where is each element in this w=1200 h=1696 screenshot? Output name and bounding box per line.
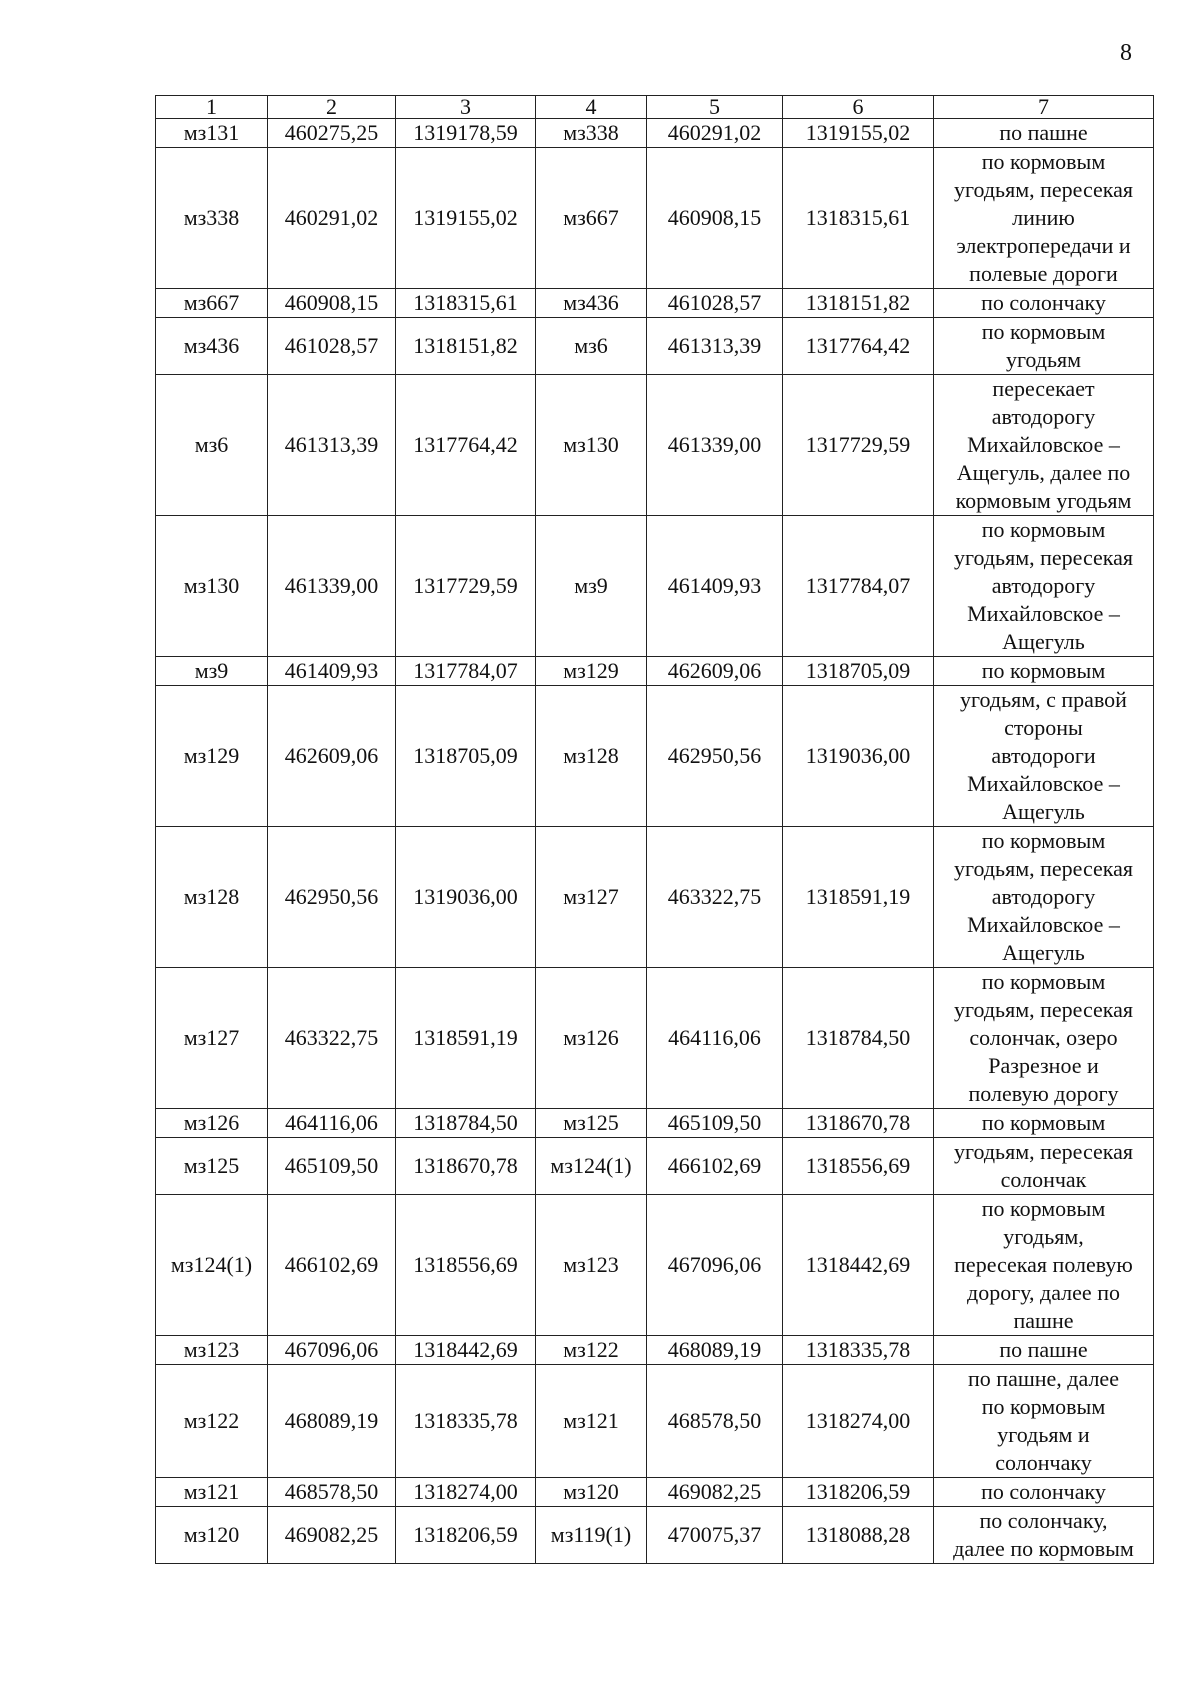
cell-end-point: мз130: [536, 375, 647, 516]
cell-start-y: 1318315,61: [396, 289, 536, 318]
cell-start-x: 466102,69: [268, 1195, 396, 1336]
column-header-6: 6: [783, 96, 934, 119]
cell-end-point: мз119(1): [536, 1507, 647, 1564]
cell-end-y: 1318206,59: [783, 1478, 934, 1507]
cell-start-point: мз338: [156, 148, 268, 289]
cell-end-y: 1317784,07: [783, 516, 934, 657]
cell-start-x: 461028,57: [268, 318, 396, 375]
cell-end-y: 1318705,09: [783, 657, 934, 686]
cell-start-y: 1318591,19: [396, 968, 536, 1109]
cell-end-y: 1318151,82: [783, 289, 934, 318]
cell-end-y: 1318315,61: [783, 148, 934, 289]
cell-start-point: мз120: [156, 1507, 268, 1564]
cell-end-y: 1318670,78: [783, 1109, 934, 1138]
cell-end-point: мз667: [536, 148, 647, 289]
column-header-2: 2: [268, 96, 396, 119]
cell-start-point: мз123: [156, 1336, 268, 1365]
cell-end-x: 460908,15: [647, 148, 783, 289]
cell-start-x: 460275,25: [268, 119, 396, 148]
cell-boundary-description: по пашне: [934, 1336, 1154, 1365]
cell-end-x: 461028,57: [647, 289, 783, 318]
cell-end-point: мз127: [536, 827, 647, 968]
cell-boundary-description: по кормовым угодьям: [934, 318, 1154, 375]
cell-start-point: мз126: [156, 1109, 268, 1138]
cell-end-point: мз9: [536, 516, 647, 657]
cell-end-x: 465109,50: [647, 1109, 783, 1138]
cell-end-y: 1317729,59: [783, 375, 934, 516]
cell-end-x: 468578,50: [647, 1365, 783, 1478]
cell-end-y: 1318274,00: [783, 1365, 934, 1478]
cell-start-point: мз127: [156, 968, 268, 1109]
cell-start-x: 464116,06: [268, 1109, 396, 1138]
cell-start-point: мз6: [156, 375, 268, 516]
cell-end-point: мз120: [536, 1478, 647, 1507]
cell-end-x: 462950,56: [647, 686, 783, 827]
cell-start-x: 468089,19: [268, 1365, 396, 1478]
cell-start-x: 463322,75: [268, 968, 396, 1109]
cell-end-x: 461313,39: [647, 318, 783, 375]
cell-start-y: 1318556,69: [396, 1195, 536, 1336]
cell-boundary-description: по кормовым угодьям, пересекая автодорогу Михайловское – Ащегуль: [934, 516, 1154, 657]
cell-start-point: мз667: [156, 289, 268, 318]
cell-end-x: 469082,25: [647, 1478, 783, 1507]
cell-start-y: 1318670,78: [396, 1138, 536, 1195]
table-row: [156, 1336, 1154, 1365]
cell-start-x: 462609,06: [268, 686, 396, 827]
cell-start-y: 1317729,59: [396, 516, 536, 657]
cell-end-point: мз129: [536, 657, 647, 686]
table-row: [156, 1138, 1154, 1195]
cell-start-y: 1319155,02: [396, 148, 536, 289]
cell-start-point: мз128: [156, 827, 268, 968]
cell-end-point: мз128: [536, 686, 647, 827]
cell-boundary-description: по кормовым: [934, 657, 1154, 686]
cell-end-y: 1318591,19: [783, 827, 934, 968]
table-row: [156, 968, 1154, 1109]
cell-start-x: 461339,00: [268, 516, 396, 657]
cell-boundary-description: по кормовым угодьям, пересекая полевую дорогу, далее по пашне: [934, 1195, 1154, 1336]
cell-end-point: мз121: [536, 1365, 647, 1478]
cell-end-point: мз338: [536, 119, 647, 148]
cell-start-point: мз129: [156, 686, 268, 827]
cell-start-y: 1318274,00: [396, 1478, 536, 1507]
cell-end-y: 1318556,69: [783, 1138, 934, 1195]
table-row: [156, 1195, 1154, 1336]
cell-end-x: 464116,06: [647, 968, 783, 1109]
cell-start-point: мз9: [156, 657, 268, 686]
cell-end-y: 1319155,02: [783, 119, 934, 148]
cell-end-y: 1319036,00: [783, 686, 934, 827]
cell-start-x: 462950,56: [268, 827, 396, 968]
cell-boundary-description: по кормовым угодьям, пересекая солончак, озеро Разрезное и полевую дорогу: [934, 968, 1154, 1109]
cell-start-y: 1318705,09: [396, 686, 536, 827]
cell-boundary-description: по кормовым угодьям, пересекая автодорогу Михайловское – Ащегуль: [934, 827, 1154, 968]
cell-end-y: 1318784,50: [783, 968, 934, 1109]
cell-end-x: 470075,37: [647, 1507, 783, 1564]
cell-boundary-description: по кормовым: [934, 1109, 1154, 1138]
cell-end-point: мз125: [536, 1109, 647, 1138]
cell-boundary-description: по пашне, далее по кормовым угодьям и солончаку: [934, 1365, 1154, 1478]
cell-end-point: мз122: [536, 1336, 647, 1365]
cell-start-x: 460291,02: [268, 148, 396, 289]
cell-boundary-description: пересекает автодорогу Михайловское – Ащегуль, далее по кормовым угодьям: [934, 375, 1154, 516]
cell-start-y: 1319036,00: [396, 827, 536, 968]
cell-start-x: 461409,93: [268, 657, 396, 686]
cell-start-y: 1318206,59: [396, 1507, 536, 1564]
cell-boundary-description: по солончаку: [934, 289, 1154, 318]
cell-start-x: 465109,50: [268, 1138, 396, 1195]
table-row: [156, 1478, 1154, 1507]
cell-boundary-description: угодьям, пересекая солончак: [934, 1138, 1154, 1195]
cell-end-y: 1318335,78: [783, 1336, 934, 1365]
cell-start-point: мз121: [156, 1478, 268, 1507]
cell-start-x: 460908,15: [268, 289, 396, 318]
cell-boundary-description: угодьям, с правой стороны автодороги Михайловское – Ащегуль: [934, 686, 1154, 827]
cell-end-x: 468089,19: [647, 1336, 783, 1365]
cell-end-x: 466102,69: [647, 1138, 783, 1195]
cell-end-point: мз124(1): [536, 1138, 647, 1195]
column-header-1: 1: [156, 96, 268, 119]
page-number: 8: [1120, 40, 1132, 66]
cell-start-y: 1318784,50: [396, 1109, 536, 1138]
cell-end-y: 1318088,28: [783, 1507, 934, 1564]
table-row: [156, 1365, 1154, 1478]
cell-start-point: мз125: [156, 1138, 268, 1195]
cell-start-x: 467096,06: [268, 1336, 396, 1365]
cell-boundary-description: по кормовым угодьям, пересекая линию электропередачи и полевые дороги: [934, 148, 1154, 289]
column-header-4: 4: [536, 96, 647, 119]
cell-boundary-description: по солончаку, далее по кормовым: [934, 1507, 1154, 1564]
table-row: [156, 1507, 1154, 1564]
cell-end-x: 460291,02: [647, 119, 783, 148]
table-row: [156, 148, 1154, 289]
cell-start-y: 1317764,42: [396, 375, 536, 516]
cell-end-point: мз126: [536, 968, 647, 1109]
table-row: [156, 318, 1154, 375]
cell-end-y: 1317764,42: [783, 318, 934, 375]
cell-start-point: мз436: [156, 318, 268, 375]
cell-end-point: мз123: [536, 1195, 647, 1336]
cell-start-y: 1318151,82: [396, 318, 536, 375]
table-header-row: [156, 96, 1154, 119]
cell-start-x: 468578,50: [268, 1478, 396, 1507]
cell-start-y: 1318335,78: [396, 1365, 536, 1478]
cell-start-y: 1319178,59: [396, 119, 536, 148]
cell-end-x: 461409,93: [647, 516, 783, 657]
boundary-coordinates-table: [155, 95, 1154, 1564]
table-row: [156, 289, 1154, 318]
cell-end-y: 1318442,69: [783, 1195, 934, 1336]
cell-start-point: мз122: [156, 1365, 268, 1478]
table-row: [156, 657, 1154, 686]
cell-start-x: 461313,39: [268, 375, 396, 516]
table-row: [156, 686, 1154, 827]
cell-end-x: 461339,00: [647, 375, 783, 516]
cell-end-x: 463322,75: [647, 827, 783, 968]
column-header-7: 7: [934, 96, 1154, 119]
cell-boundary-description: по солончаку: [934, 1478, 1154, 1507]
cell-start-x: 469082,25: [268, 1507, 396, 1564]
cell-end-x: 467096,06: [647, 1195, 783, 1336]
table-row: [156, 375, 1154, 516]
cell-boundary-description: по пашне: [934, 119, 1154, 148]
table-row: [156, 827, 1154, 968]
column-header-3: 3: [396, 96, 536, 119]
table-row: [156, 516, 1154, 657]
cell-end-x: 462609,06: [647, 657, 783, 686]
cell-start-point: мз131: [156, 119, 268, 148]
column-header-5: 5: [647, 96, 783, 119]
cell-start-point: мз130: [156, 516, 268, 657]
cell-end-point: мз436: [536, 289, 647, 318]
table-row: [156, 1109, 1154, 1138]
table-row: [156, 119, 1154, 148]
cell-end-point: мз6: [536, 318, 647, 375]
cell-start-point: мз124(1): [156, 1195, 268, 1336]
cell-start-y: 1318442,69: [396, 1336, 536, 1365]
cell-start-y: 1317784,07: [396, 657, 536, 686]
